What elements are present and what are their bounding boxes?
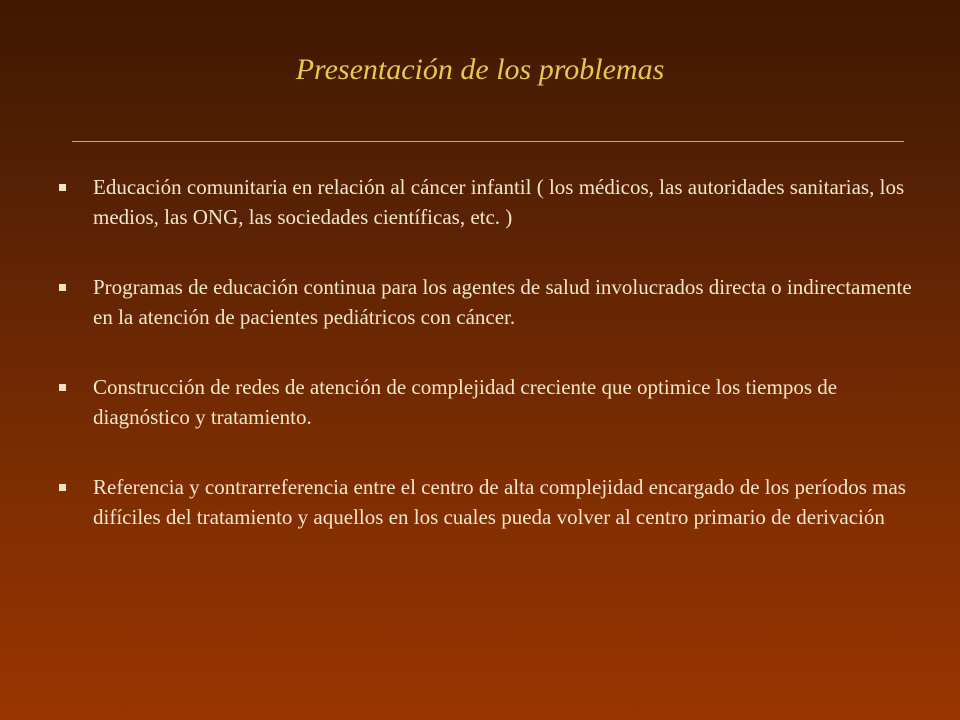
bullet-item bbox=[58, 272, 928, 332]
bullet-text: Programas de educación continua para los agentes de salud involucrados directa o indirectamente en la atención de pacientes pediátricos con cáncer. bbox=[93, 275, 912, 329]
bullet-text: Referencia y contrarreferencia entre el centro de alta complejidad encargado de los períodos mas difíciles del tratamiento y aquellos en los cuales pueda volver al centro primario de derivación bbox=[93, 475, 906, 529]
square-bullet-icon bbox=[59, 284, 66, 291]
slide-title: Presentación de los problemas bbox=[295, 53, 665, 86]
bullet-text: Educación comunitaria en relación al cáncer infantil ( los médicos, las autoridades sanitarias, los medios, las ONG, las sociedades científicas, etc. ) bbox=[93, 175, 905, 229]
bullet-item bbox=[58, 472, 928, 532]
title-divider bbox=[72, 141, 904, 142]
square-bullet-icon bbox=[59, 484, 66, 491]
square-bullet-icon bbox=[59, 384, 66, 391]
bullet-text: Construcción de redes de atención de complejidad creciente que optimice los tiempos de diagnóstico y tratamiento. bbox=[93, 375, 838, 429]
bullet-list bbox=[58, 172, 928, 572]
bullet-item bbox=[58, 172, 928, 232]
square-bullet-icon bbox=[59, 184, 66, 191]
bullet-item bbox=[58, 372, 928, 432]
